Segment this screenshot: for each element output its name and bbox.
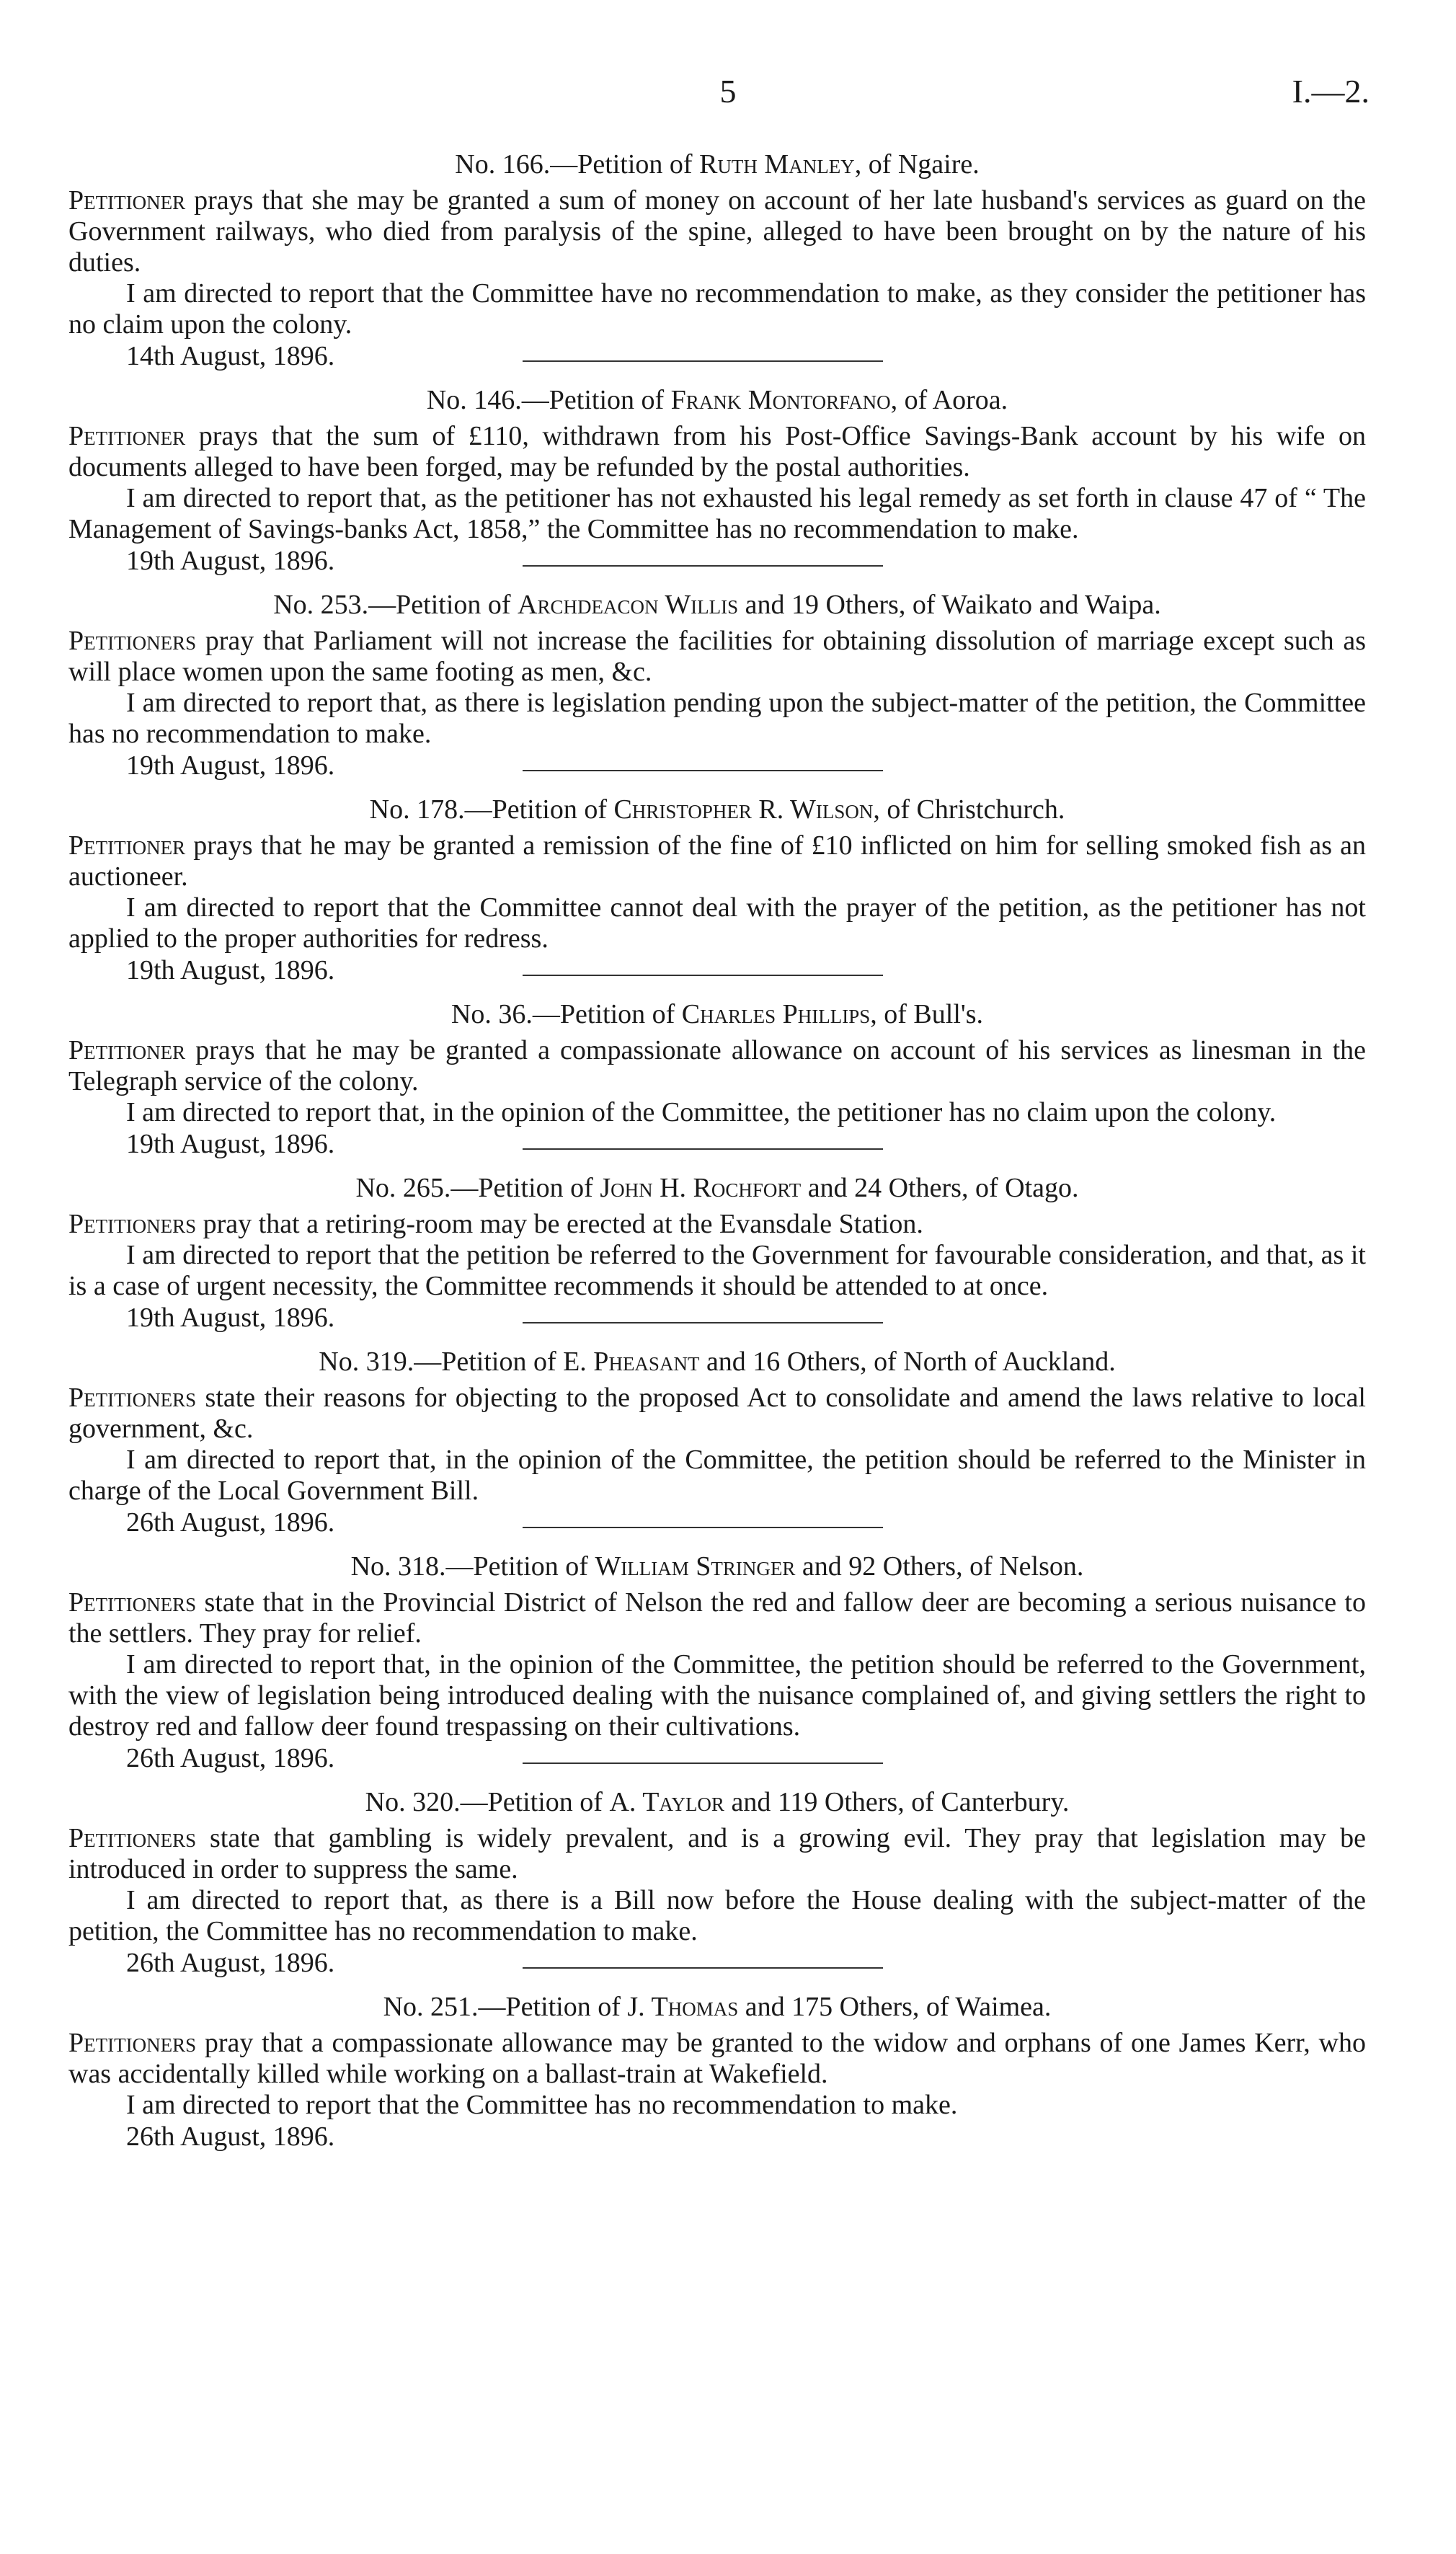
report-date: 14th August, 1896. (126, 341, 335, 371)
petitioner-name: Ruth Manley (699, 149, 855, 179)
prayer-text: prays that he may be granted a compassionate allowance on account of his services as linesman in the Telegraph service of the colony. (68, 1035, 1366, 1096)
heading-prefix: No. 178.—Petition of (369, 794, 614, 825)
petition-prayer (68, 1209, 1366, 1240)
prayer-text: state that gambling is widely prevalent, and is a growing evil. They pray that legislation may be introduced in order to suppress the same. (68, 1823, 1366, 1884)
petition-entry (68, 383, 1366, 578)
petition-lead-word: Petitioners (68, 1823, 197, 1853)
page-reference: I.—2. (1292, 73, 1370, 110)
section-divider (523, 1527, 883, 1528)
section-divider (523, 565, 883, 567)
petition-entry (68, 1550, 1366, 1775)
petition-lead-word: Petitioners (68, 1587, 197, 1618)
petition-heading (68, 383, 1366, 417)
petition-entry (68, 588, 1366, 783)
prayer-text: pray that a compassionate allowance may be granted to the widow and orphans of one James Kerr, who was accidentally killed while working on a ballast-train at Wakefield. (68, 2028, 1366, 2089)
petitioner-name: Archdeacon Willis (518, 590, 739, 620)
petition-lead-word: Petitioners (68, 2028, 197, 2058)
petition-entry (68, 1171, 1366, 1335)
petition-prayer (68, 2028, 1366, 2090)
petition-heading (68, 588, 1366, 621)
heading-prefix: No. 166.—Petition of (455, 149, 700, 179)
heading-suffix: , of Aoroa. (890, 385, 1008, 415)
petition-entry (68, 998, 1366, 1161)
heading-prefix: No. 253.—Petition of (273, 590, 518, 620)
report-dateline (68, 1302, 1366, 1335)
heading-suffix: and 119 Others, of Canterbury. (724, 1787, 1070, 1817)
petition-heading (68, 148, 1366, 181)
report-date: 19th August, 1896. (126, 546, 335, 576)
heading-suffix: and 16 Others, of North of Auckland. (699, 1347, 1116, 1377)
report-date: 19th August, 1896. (126, 955, 335, 985)
heading-suffix: and 19 Others, of Waikato and Waipa. (738, 590, 1161, 620)
section-divider (523, 1148, 883, 1150)
heading-prefix: No. 319.—Petition of (319, 1347, 564, 1377)
report-date: 26th August, 1896. (126, 1948, 335, 1978)
petition-entry (68, 1990, 1366, 2154)
heading-suffix: and 24 Others, of Otago. (801, 1173, 1079, 1203)
petition-prayer (68, 1383, 1366, 1445)
petition-lead-word: Petitioners (68, 626, 197, 656)
heading-suffix: and 175 Others, of Waimea. (738, 1992, 1052, 2022)
petition-lead-word: Petitioner (68, 421, 186, 451)
petition-lead-word: Petitioners (68, 1209, 197, 1239)
petitioner-name: J. Thomas (627, 1992, 739, 2022)
committee-report: I am directed to report that the Committee have no recommendation to make, as they consider the petitioner has no claim upon the colony. (68, 278, 1366, 340)
petitioner-name: A. Taylor (609, 1787, 724, 1817)
petition-entry (68, 793, 1366, 988)
heading-prefix: No. 318.—Petition of (350, 1551, 595, 1582)
petition-lead-word: Petitioner (68, 185, 186, 216)
report-dateline (68, 1128, 1366, 1161)
report-date: 19th August, 1896. (126, 1303, 335, 1333)
heading-prefix: No. 36.—Petition of (450, 999, 682, 1029)
committee-report: I am directed to report that, as there is a Bill now before the House dealing with the subject-matter of the petition, the Committee has no recommendation to make. (68, 1885, 1366, 1946)
section-divider (523, 770, 883, 771)
petitioner-name: E. Pheasant (563, 1347, 700, 1377)
petition-lead-word: Petitioner (68, 1035, 186, 1065)
report-dateline (68, 750, 1366, 783)
committee-report: I am directed to report that, in the opinion of the Committee, the petition should be referred to the Government, with the view of legislation being introduced dealing with the nuisance complained of, and giving settlers the right to destroy red and fallow deer found trespassing on their cultivations. (68, 1649, 1366, 1742)
petition-heading (68, 1990, 1366, 2023)
report-date: 19th August, 1896. (126, 1129, 335, 1159)
section-divider (523, 975, 883, 976)
committee-report: I am directed to report that, in the opinion of the Committee, the petitioner has no claim upon the colony. (126, 1097, 1277, 1127)
heading-prefix: No. 146.—Petition of (426, 385, 671, 415)
petition-prayer (68, 1035, 1366, 1097)
petitioner-name: John H. Rochfort (600, 1173, 802, 1203)
report-date: 26th August, 1896. (126, 1507, 335, 1538)
committee-report: I am directed to report that, in the opinion of the Committee, the petition should be referred to the Minister in charge of the Local Government Bill. (68, 1445, 1366, 1506)
petition-prayer (68, 1587, 1366, 1649)
prayer-text: prays that she may be granted a sum of money on account of her late husband's services as guard on the Government railways, who died from paralysis of the spine, alleged to have been brought on by the nature of his duties. (68, 185, 1366, 278)
petition-lead-word: Petitioners (68, 1383, 197, 1413)
committee-report: I am directed to report that the Committee has no recommendation to make. (126, 2090, 958, 2120)
committee-report: I am directed to report that the petition be referred to the Government for favourable consideration, and that, as it is a case of urgent necessity, the Committee recommends it should be attended to at once. (68, 1240, 1366, 1301)
petition-heading (68, 1345, 1366, 1378)
prayer-text: state that in the Provincial District of Nelson the red and fallow deer are becoming a serious nuisance to the settlers. They pray for relief. (68, 1587, 1366, 1649)
section-divider (523, 360, 883, 362)
committee-report: I am directed to report that the Committee cannot deal with the prayer of the petition, as the petitioner has not applied to the proper authorities for redress. (68, 892, 1366, 954)
petition-entry (68, 1345, 1366, 1540)
prayer-text: state their reasons for objecting to the proposed Act to consolidate and amend the laws relative to local government, &c. (68, 1383, 1366, 1444)
petition-prayer (68, 626, 1366, 688)
petition-prayer (68, 185, 1366, 278)
section-divider (523, 1322, 883, 1323)
petition-heading (68, 998, 1366, 1031)
committee-report: I am directed to report that, as the petitioner has not exhausted his legal remedy as set forth in clause 47 of “ The Management of Savings-banks Act, 1858,” the Committee has no recommendation to make. (68, 483, 1366, 544)
petition-lead-word: Petitioner (68, 830, 186, 861)
petition-entry (68, 148, 1366, 373)
prayer-text: prays that the sum of £110, withdrawn from his Post-Office Savings-Bank account by his wife on documents alleged to have been forged, may be refunded by the postal authorities. (68, 421, 1366, 482)
report-dateline (68, 340, 1366, 373)
petitions-list (68, 148, 1366, 2164)
heading-prefix: No. 251.—Petition of (383, 1992, 628, 2022)
prayer-text: prays that he may be granted a remission of the fine of £10 inflicted on him for selling smoked fish as an auctioneer. (68, 830, 1366, 892)
petition-heading (68, 793, 1366, 826)
prayer-text: pray that a retiring-room may be erected at the Evansdale Station. (196, 1209, 923, 1239)
heading-suffix: , of Christchurch. (873, 794, 1065, 825)
report-date: 26th August, 1896. (126, 2121, 335, 2152)
heading-prefix: No. 265.—Petition of (355, 1173, 600, 1203)
report-date: 19th August, 1896. (126, 750, 335, 781)
report-dateline (68, 2121, 1366, 2154)
petitioner-name: Charles Phillips (681, 999, 871, 1029)
heading-prefix: No. 320.—Petition of (365, 1787, 610, 1817)
petition-heading (68, 1171, 1366, 1205)
report-date: 26th August, 1896. (126, 1743, 335, 1773)
prayer-text: pray that Parliament will not increase the facilities for obtaining dissolution of marriage except such as will place women upon the same footing as men, &c. (68, 626, 1366, 687)
committee-report: I am directed to report that, as there is legislation pending upon the subject-matter of the petition, the Committee has no recommendation to make. (68, 688, 1366, 749)
report-dateline (68, 1507, 1366, 1540)
report-dateline (68, 1947, 1366, 1980)
petition-prayer (68, 421, 1366, 483)
report-dateline (68, 545, 1366, 578)
petitioner-name: Christopher R. Wilson (613, 794, 874, 825)
petitioner-name: William Stringer (595, 1551, 796, 1582)
page-number: 5 (719, 73, 737, 110)
section-divider (523, 1967, 883, 1969)
heading-suffix: and 92 Others, of Nelson. (795, 1551, 1084, 1582)
report-dateline (68, 954, 1366, 988)
heading-suffix: , of Bull's. (870, 999, 984, 1029)
petition-prayer (68, 830, 1366, 892)
petition-entry (68, 1786, 1366, 1980)
section-divider (523, 1762, 883, 1764)
petition-heading (68, 1550, 1366, 1583)
heading-suffix: , of Ngaire. (854, 149, 980, 179)
petition-prayer (68, 1823, 1366, 1885)
petition-heading (68, 1786, 1366, 1819)
petitioner-name: Frank Montorfano (670, 385, 891, 415)
report-dateline (68, 1742, 1366, 1775)
